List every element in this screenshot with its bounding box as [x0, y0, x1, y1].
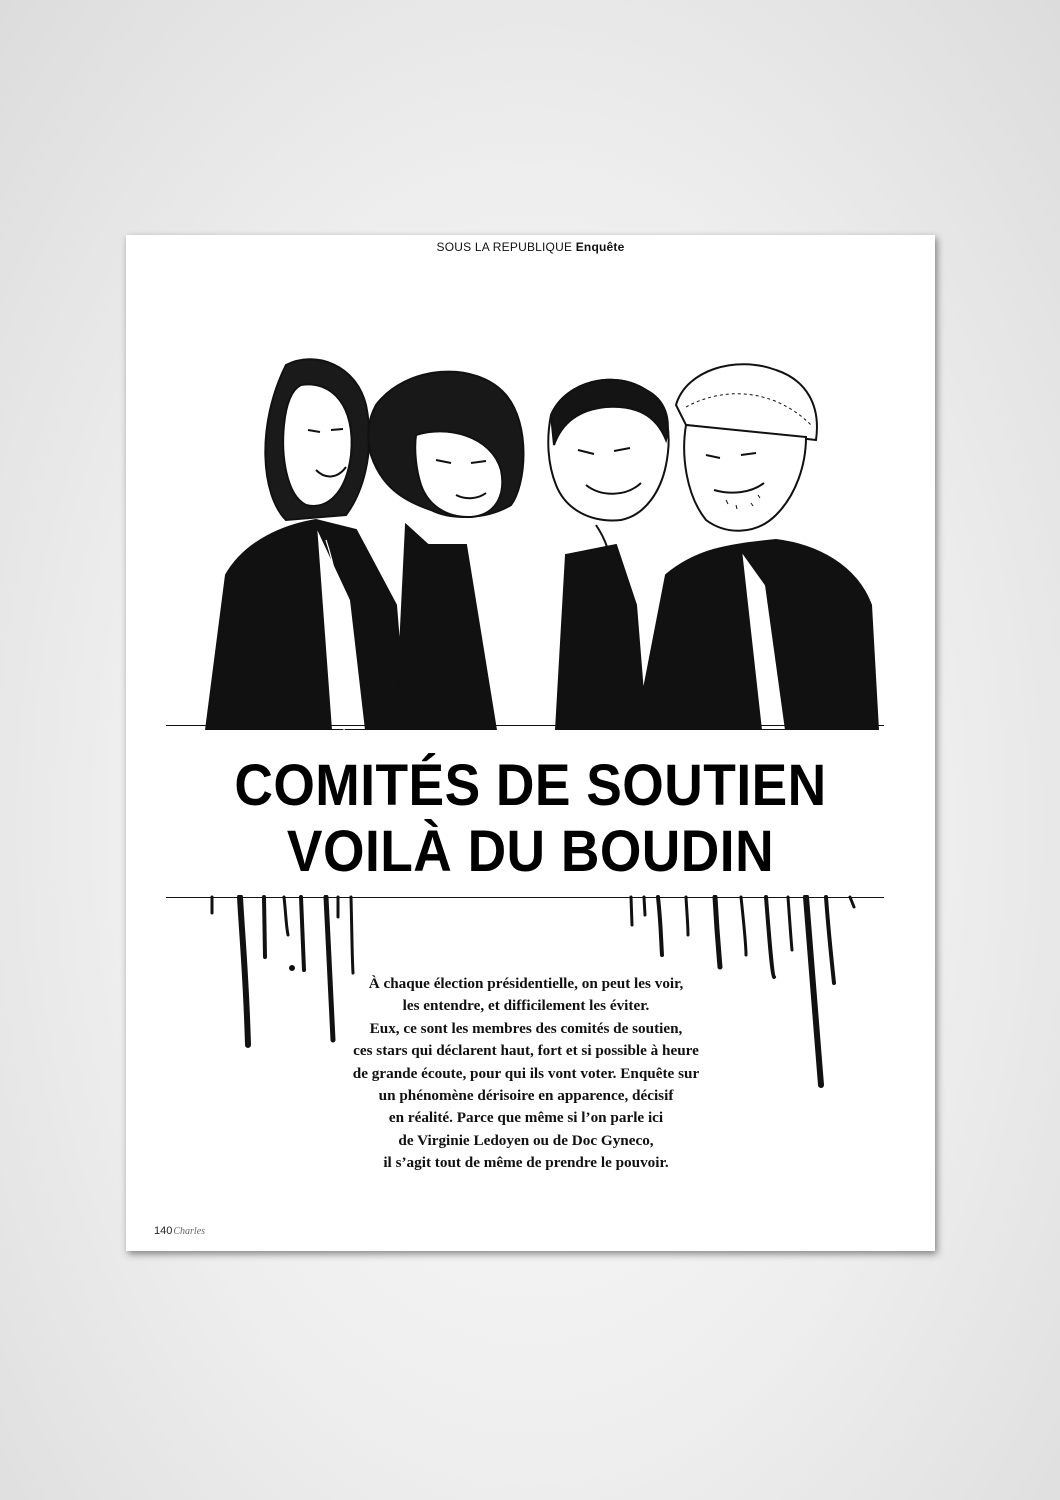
- intro-line: Eux, ce sont les membres des comités de soutien,: [369, 1019, 683, 1037]
- page-folio: [154, 1225, 205, 1237]
- page-number: 140: [154, 1225, 173, 1237]
- intro-line: de Virginie Ledoyen ou de Doc Gyneco,: [398, 1131, 654, 1149]
- headline-line-2: VOILÀ DU BOUDIN: [286, 819, 775, 884]
- headline-rule-top: [166, 725, 884, 726]
- caricature-illustration: [166, 345, 896, 730]
- intro-line: À chaque élection présidentielle, on peut les voir,: [368, 975, 684, 992]
- section-name: SOUS LA REPUBLIQUE: [436, 240, 573, 254]
- magazine-logo: Charles: [173, 1226, 206, 1237]
- intro-line: il s’agit tout de même de prendre le pouvoir.: [383, 1154, 669, 1172]
- intro-paragraph: [316, 973, 736, 1175]
- intro-line: en réalité. Parce que même si l’on parle ici: [388, 1109, 664, 1127]
- intro-line: de grande écoute, pour qui ils vont voter. Enquête sur: [352, 1064, 700, 1082]
- headline: [158, 753, 902, 885]
- section-kicker: [126, 240, 935, 254]
- intro-line: les entendre, et difficilement les éviter.: [402, 997, 650, 1015]
- magazine-page: [126, 235, 935, 1251]
- figure-man-beanie: [636, 364, 878, 730]
- intro-line: un phénomène dérisoire en apparence, décisif: [378, 1087, 674, 1105]
- intro-line: ces stars qui déclarent haut, fort et si possible à heure: [353, 1042, 699, 1060]
- rubric-name: Enquête: [575, 240, 625, 254]
- headline-line-1: COMITÉS DE SOUTIEN: [234, 753, 827, 818]
